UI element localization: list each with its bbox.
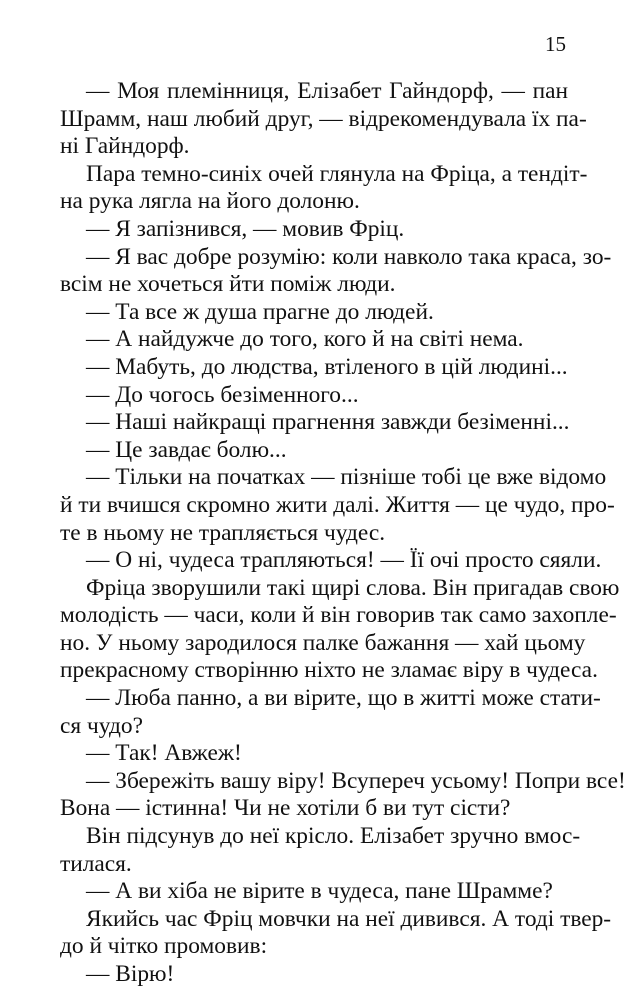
text-line: Він підсунув до неї крісло. Елізабет зручно вмос- bbox=[86, 823, 581, 850]
text-line: — Наші найкращі прагнення завжди безіменні... bbox=[86, 409, 570, 436]
text-line: Якийсь час Фріц мовчки на неї дивився. А тоді твер- bbox=[86, 905, 612, 932]
text-line: но. У ньому зародилося палке бажання — хай цьому bbox=[60, 629, 586, 656]
text-line: те в ньому не трапляється чудес. bbox=[60, 519, 386, 546]
text-line: — Мабуть, до людства, втіленого в цій людині... bbox=[86, 353, 568, 380]
text-line: — До чогось безіменного... bbox=[86, 381, 359, 408]
text-line: — А ви хіба не вірите в чудеса, пане Шрамме? bbox=[86, 878, 553, 905]
text-line: молодість — часи, коли й він говорив так само захопле- bbox=[60, 602, 617, 629]
page-number: 15 bbox=[545, 32, 566, 56]
text-line: — Тільки на початках — пізніше тобі це вже відомо bbox=[86, 464, 607, 491]
text-line: — Моя племінниця, Елізабет Гайндорф, — пан bbox=[86, 78, 568, 104]
text-line: всім не хочеться йти поміж люди. bbox=[60, 271, 396, 298]
text-line: Шрамм, наш любий друг, — відрекомендувала їх па- bbox=[60, 105, 587, 132]
text-line: Пара темно-синіх очей глянула на Фріца, а тендіт- bbox=[86, 160, 588, 187]
text-line: — Люба панно, а ви вірите, що в житті може стати- bbox=[86, 685, 601, 712]
text-line: — Це завдає болю... bbox=[86, 436, 287, 463]
body-text bbox=[60, 78, 626, 989]
text-line: й ти вчишся скромно жити далі. Життя — це чудо, про- bbox=[60, 491, 615, 518]
text-line: — А найдужче до того, кого й на світі нема. bbox=[86, 326, 524, 353]
text-line: Фріца зворушили такі щирі слова. Він пригадав свою bbox=[86, 574, 620, 601]
text-line: — О ні, чудеса трапляються! — Її очі просто сяяли. bbox=[86, 547, 602, 574]
text-line: ся чудо? bbox=[60, 712, 143, 739]
text-line: на рука лягла на його долоню. bbox=[60, 188, 360, 215]
text-line: — Так! Авжеж! bbox=[86, 740, 242, 767]
text-line: Вона — істинна! Чи не хотіли б ви тут сісти? bbox=[60, 795, 511, 822]
text-line: — Я вас добре розумію: коли навколо така краса, зо- bbox=[86, 243, 612, 270]
text-line: — Вірю! bbox=[86, 961, 175, 987]
text-line: тилася. bbox=[60, 850, 132, 877]
text-line: прекрасному створінню ніхто не зламає віру в чудеса. bbox=[60, 657, 598, 684]
text-line: — Збережіть вашу віру! Всупереч усьому! Попри все! bbox=[86, 767, 626, 794]
text-line: — Та все ж душа прагне до людей. bbox=[86, 298, 434, 325]
text-line: до й чітко промовив: bbox=[60, 933, 268, 960]
text-line: ні Гайндорф. bbox=[60, 133, 190, 160]
text-line: — Я запізнився, — мовив Фріц. bbox=[86, 215, 405, 242]
